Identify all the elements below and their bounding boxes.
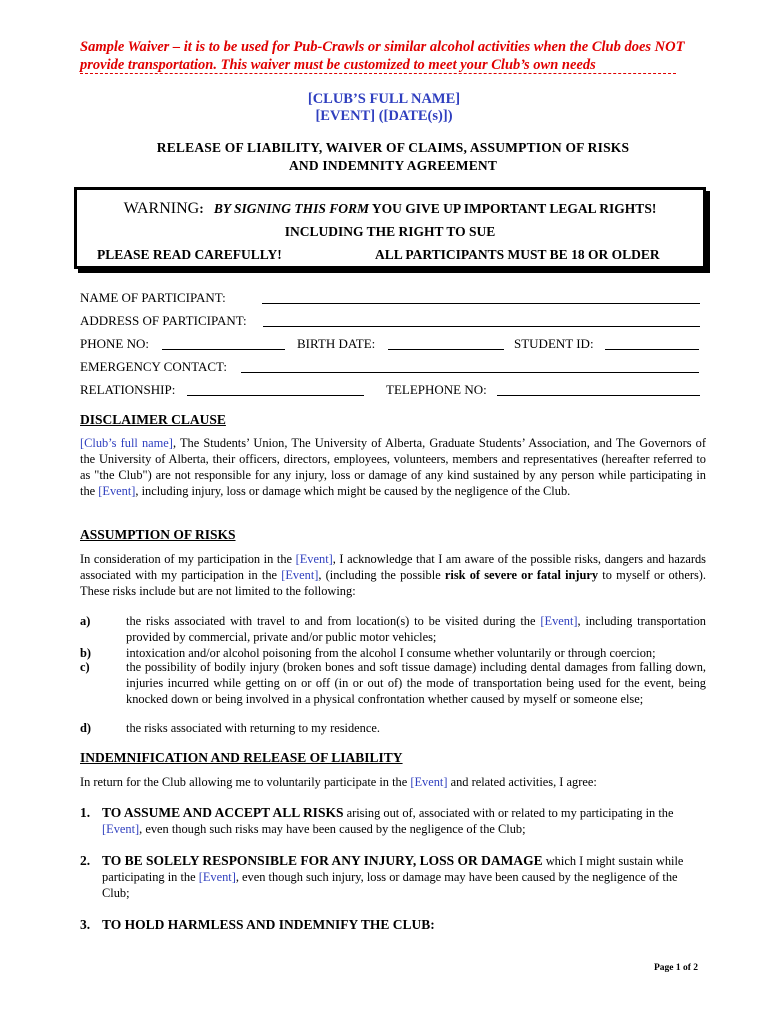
field-student-line[interactable] bbox=[605, 349, 699, 350]
intro-text-post: and related activities, I agree: bbox=[447, 775, 597, 789]
event-tag: [Event] bbox=[410, 775, 448, 789]
indemnification-intro bbox=[80, 774, 706, 790]
disclaimer-heading: DISCLAIMER CLAUSE bbox=[80, 412, 226, 427]
num-text bbox=[102, 853, 692, 901]
field-telephone-label: TELEPHONE NO: bbox=[386, 382, 487, 397]
event-tag: [Event] bbox=[295, 552, 333, 566]
title-line-2: AND INDEMNITY AGREEMENT bbox=[288, 158, 498, 173]
field-emergency[interactable] bbox=[80, 359, 704, 377]
field-name-label: NAME OF PARTICIPANT: bbox=[80, 290, 226, 305]
field-student-label: STUDENT ID: bbox=[514, 336, 594, 351]
event-tag: [Event] bbox=[198, 870, 236, 884]
field-address-label: ADDRESS OF PARTICIPANT: bbox=[80, 313, 247, 328]
intro-text-pre: In return for the Club allowing me to voluntarily participate in the bbox=[80, 775, 411, 789]
field-telephone-line[interactable] bbox=[497, 395, 700, 396]
field-birth-label: BIRTH DATE: bbox=[297, 336, 376, 351]
assumption-bold: risk of severe or fatal injury bbox=[444, 568, 599, 582]
field-emergency-label: EMERGENCY CONTACT: bbox=[80, 359, 227, 374]
assumption-text-3: , (including the possible bbox=[318, 568, 445, 582]
field-relationship-label: RELATIONSHIP: bbox=[80, 382, 176, 397]
num-marker: 2. bbox=[80, 853, 91, 868]
assumption-text-1: In consideration of my participation in the bbox=[80, 552, 296, 566]
assumption-heading: ASSUMPTION OF RISKS bbox=[80, 527, 236, 542]
event-date-placeholder: [EVENT] ([DATE(s)]) bbox=[315, 108, 453, 124]
list-text-post: , including transportation provided by commercial, private and/or public motor vehicles; bbox=[126, 614, 706, 644]
warning-read-carefully: PLEASE READ CAREFULLY! bbox=[97, 247, 282, 262]
assumption-paragraph bbox=[80, 551, 706, 599]
warning-box bbox=[74, 187, 706, 269]
num-text bbox=[102, 805, 692, 837]
event-tag: [Event] bbox=[98, 484, 136, 498]
event-tag: [Event] bbox=[281, 568, 319, 582]
field-relationship-line[interactable] bbox=[187, 395, 364, 396]
warning-line-1 bbox=[77, 200, 703, 218]
num-marker: 1. bbox=[80, 805, 91, 820]
num-head: TO ASSUME AND ACCEPT ALL RISKS bbox=[102, 805, 344, 820]
warning-line-2: INCLUDING THE RIGHT TO SUE bbox=[284, 224, 496, 239]
list-marker: d) bbox=[80, 721, 92, 735]
divider bbox=[80, 73, 676, 74]
warning-rest: YOU GIVE UP IMPORTANT LEGAL RIGHTS! bbox=[371, 201, 657, 216]
field-birth-line[interactable] bbox=[388, 349, 504, 350]
field-phone-label: PHONE NO: bbox=[80, 336, 149, 351]
list-marker: b) bbox=[80, 646, 92, 660]
warning-age: ALL PARTICIPANTS MUST BE 18 OR OLDER bbox=[375, 247, 660, 262]
field-relationship-row[interactable] bbox=[80, 382, 704, 400]
title-line-1: RELEASE OF LIABILITY, WAIVER OF CLAIMS, ASSUMPTION OF RISKS bbox=[156, 140, 630, 155]
field-name-line[interactable] bbox=[262, 303, 700, 304]
field-address-line[interactable] bbox=[263, 326, 700, 327]
disclaimer-paragraph bbox=[80, 435, 706, 499]
num-head: TO HOLD HARMLESS AND INDEMNIFY THE CLUB: bbox=[102, 917, 435, 932]
list-marker: c) bbox=[80, 660, 90, 674]
event-tag: [Event] bbox=[102, 822, 140, 836]
indemnification-heading: INDEMNIFICATION AND RELEASE OF LIABILITY bbox=[80, 750, 403, 765]
assumption-text-4: to myself or others). These risks include but are not limited to the following: bbox=[80, 568, 707, 598]
num-text bbox=[102, 917, 692, 933]
field-phone-row[interactable] bbox=[80, 336, 704, 354]
num-text-pre: arising out of, associated with or related to my participating in the bbox=[343, 806, 674, 820]
field-emergency-line[interactable] bbox=[241, 372, 699, 373]
warning-italic: BY SIGNING THIS FORM bbox=[213, 201, 369, 216]
num-marker: 3. bbox=[80, 917, 91, 932]
club-name-tag: [Club’s full name] bbox=[80, 436, 173, 450]
num-head: TO BE SOLELY RESPONSIBLE FOR ANY INJURY, LOSS OR DAMAGE bbox=[102, 853, 543, 868]
list-text-pre: the risks associated with travel to and from location(s) to be visited during the bbox=[126, 614, 541, 628]
list-text: the possibility of bodily injury (broken bones and soft tissue damage) including dental damages from falling down, injuries incurred while getting on or off (in or out of) the mode of transportation being used for the event, being knocked down or being involved in a physical confrontation whether caused by myself or someone else; bbox=[126, 660, 706, 706]
field-phone-line[interactable] bbox=[162, 349, 285, 350]
field-name[interactable] bbox=[80, 290, 704, 308]
warning-colon: : bbox=[199, 201, 204, 216]
club-name-placeholder: [CLUB’S FULL NAME] bbox=[307, 91, 461, 107]
event-tag: [Event] bbox=[540, 614, 578, 628]
field-address[interactable] bbox=[80, 313, 704, 331]
warning-label: WARNING bbox=[123, 200, 200, 217]
num-text-pre: which I might sustain while participating in the bbox=[102, 854, 684, 884]
sample-note: Sample Waiver – it is to be used for Pub-Crawls or similar alcohol activities when the Club does NOT provide transportation. This waiver must be customized to meet your Club’s own needs bbox=[80, 39, 685, 73]
num-text-post: , even though such risks may have been caused by the negligence of the Club; bbox=[139, 822, 526, 836]
disclaimer-text-1: , The Students’ Union, The University of Alberta, Graduate Students’ Association, and The Governors of the University of Alberta, their officers, directors, employees, volunteers, members and representatives (hereafter referred to as "the Club") are not responsible for any injury, loss or damage of any kind sustained by any person while participating in the bbox=[80, 436, 706, 498]
page-number: Page 1 of 2 bbox=[654, 963, 699, 973]
assumption-text-2: , I acknowledge that I am aware of the possible risks, dangers and hazards associated with my participation in the bbox=[80, 552, 706, 582]
list-text: intoxication and/or alcohol poisoning from the alcohol I consume whether voluntarily or through coercion; bbox=[126, 646, 656, 660]
list-text bbox=[126, 613, 706, 645]
disclaimer-text-2: , including injury, loss or damage which might be caused by the negligence of the Club. bbox=[135, 484, 571, 498]
list-text: the risks associated with returning to my residence. bbox=[126, 721, 380, 735]
list-marker: a) bbox=[80, 614, 91, 628]
num-text-post: , even though such injury, loss or damage may have been caused by the negligence of the Club; bbox=[102, 870, 678, 900]
